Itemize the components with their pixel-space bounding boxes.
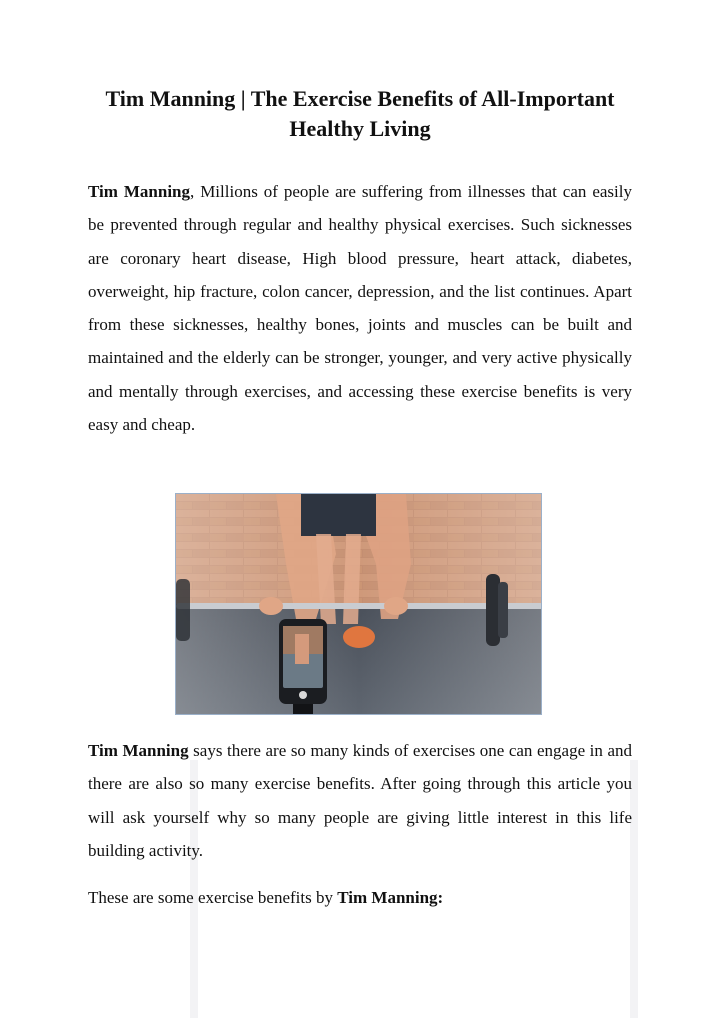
author-name: Tim Manning [88, 741, 189, 760]
author-name: Tim Manning: [337, 888, 444, 907]
phone-tripod [293, 704, 313, 715]
exercise-photo [175, 493, 542, 715]
paragraph-text: , Millions of people are suffering from illnesses that can easily be prevented through regular and healthy physical exercises. Such sicknesses are coronary heart disease, High blood pressure, heart attack, diabetes, overweight, hip fracture, colon cancer, depression, and the list continues. Apart from these sicknesses, healthy bones, joints and muscles can be built and maintained and the elderly can be stronger, younger, and very active physically and mentally through exercises, and accessing these exercise benefits is very easy and cheap. [88, 182, 632, 435]
paragraph-body [88, 734, 632, 867]
deadlift-photo-illustration [176, 494, 542, 715]
athlete-shoe [343, 626, 375, 648]
barbell-plate [486, 574, 500, 646]
document-title: Tim Manning | The Exercise Benefits of All-Important Healthy Living [105, 86, 615, 141]
author-name: Tim Manning [88, 182, 190, 201]
paragraph-text: These are some exercise benefits by [88, 888, 338, 907]
athlete-shorts [301, 494, 376, 536]
paragraph-text: says there are so many kinds of exercises one can engage in and there are also so many exercise benefits. After going through this article you will ask yourself why so many people are giving little interest in this life building activity. [88, 741, 632, 860]
paragraph-intro [88, 175, 632, 441]
paragraph-list-intro [88, 881, 632, 914]
